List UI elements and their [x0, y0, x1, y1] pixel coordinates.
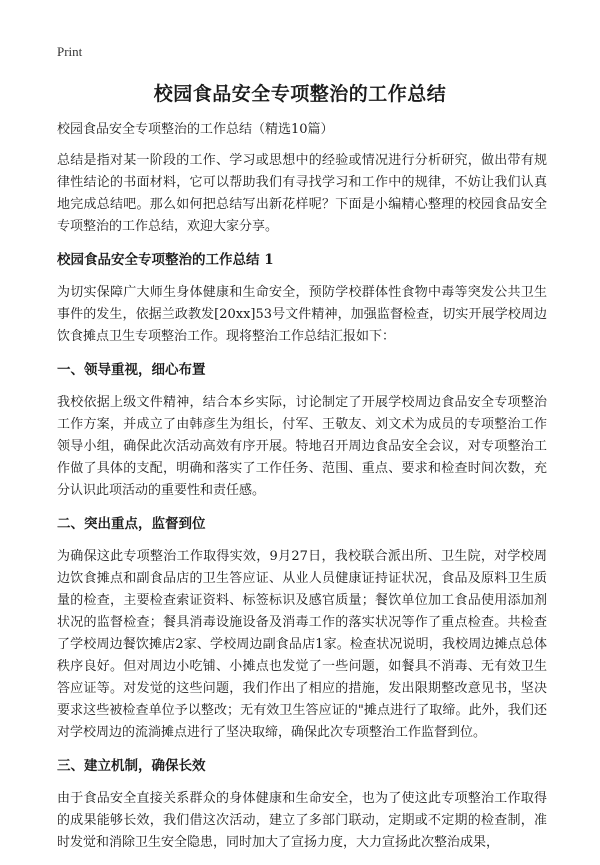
heading-one: 一、领导重视，细心布置	[57, 362, 206, 378]
document-subtitle: 校园食品安全专项整治的工作总结（精选10篇）	[57, 122, 334, 137]
paragraph-two: 为确保这此专项整治工作取得实效，9月27日，我校联合派出所、卫生院，对学校周边饮食摊点和副食品店的卫生答应证、从业人员健康证持证状况，食品及原料卫生质量的检查，主要检查索证资料、标签标识及感官质量；餐饮单位加工食品使用添加剂状况的监督检查；餐具消毒设施设备及消毒工作的落实状况等作了重点检查。共检查了学校周边餐饮摊店2家、学校周边副食品店1家。检查状况说明，我校周边摊点总体秩序良好。但对周边小吃铺、小摊点也发觉了一些问题，如餐具不消毒、无有效卫生答应证等。对发觉的这些问题，我们作出了相应的措施，发出限期整改意见书，坚决要求这些被检查单位予以整改；无有效卫生答应证的"摊点进行了取缔。此外，我们还对学校周边的流淌摊点进行了坚决取缔，确保此次专项整治工作监督到位。	[57, 549, 547, 740]
section-1-paragraph: 为切实保障广大师生身体健康和生命安全，预防学校群体性食物中毒等突发公共卫生事件的发生，依据兰政教发[20xx]53号文件精神，加强监督检查，切实开展学校周边饮食摊点卫生专项整治工作。现将整治工作总结汇报如下：	[57, 285, 547, 344]
section-1-heading: 校园食品安全专项整治的工作总结 1	[57, 252, 274, 268]
heading-three: 三、建立机制，确保长效	[57, 758, 206, 774]
paragraph-three: 由于食品安全直接关系群众的身体健康和生命安全，也为了使这此专项整治工作取得的成果能够长效，我们借这次活动，建立了多部门联动，定期或不定期的检查制，准时发觉和消除卫生安全隐患，同时加大了宣扬力度，大力宣扬此次整治成果，	[57, 791, 547, 850]
intro-paragraph: 总结是指对某一阶段的工作、学习或思想中的经验或情况进行分析研究，做出带有规律性结论的书面材料，它可以帮助我们有寻找学习和工作中的规律，不妨让我们认真地完成总结吧。那么如何把总结写出新花样呢？下面是小编精心整理的校园食品安全专项整治的工作总结，欢迎大家分享。	[57, 153, 547, 234]
document-title: 校园食品安全专项整治的工作总结	[153, 83, 447, 105]
print-link[interactable]: Print	[57, 44, 83, 59]
heading-two: 二、突出重点，监督到位	[57, 516, 206, 532]
paragraph-one: 我校依据上级文件精神，结合本乡实际，讨论制定了开展学校周边食品安全专项整治工作方案，并成立了由韩彦生为组长，付军、王敬友、刘文术为成员的专项整治工作领导小组，确保此次活动高效有序开展。特地召开周边食品安全会议，对专项整治工作做了具体的支配，明确和落实了工作任务、范围、重点、要求和检查时间次数，充分认识此项活动的重要性和责任感。	[57, 395, 547, 498]
document-body	[57, 119, 547, 865]
